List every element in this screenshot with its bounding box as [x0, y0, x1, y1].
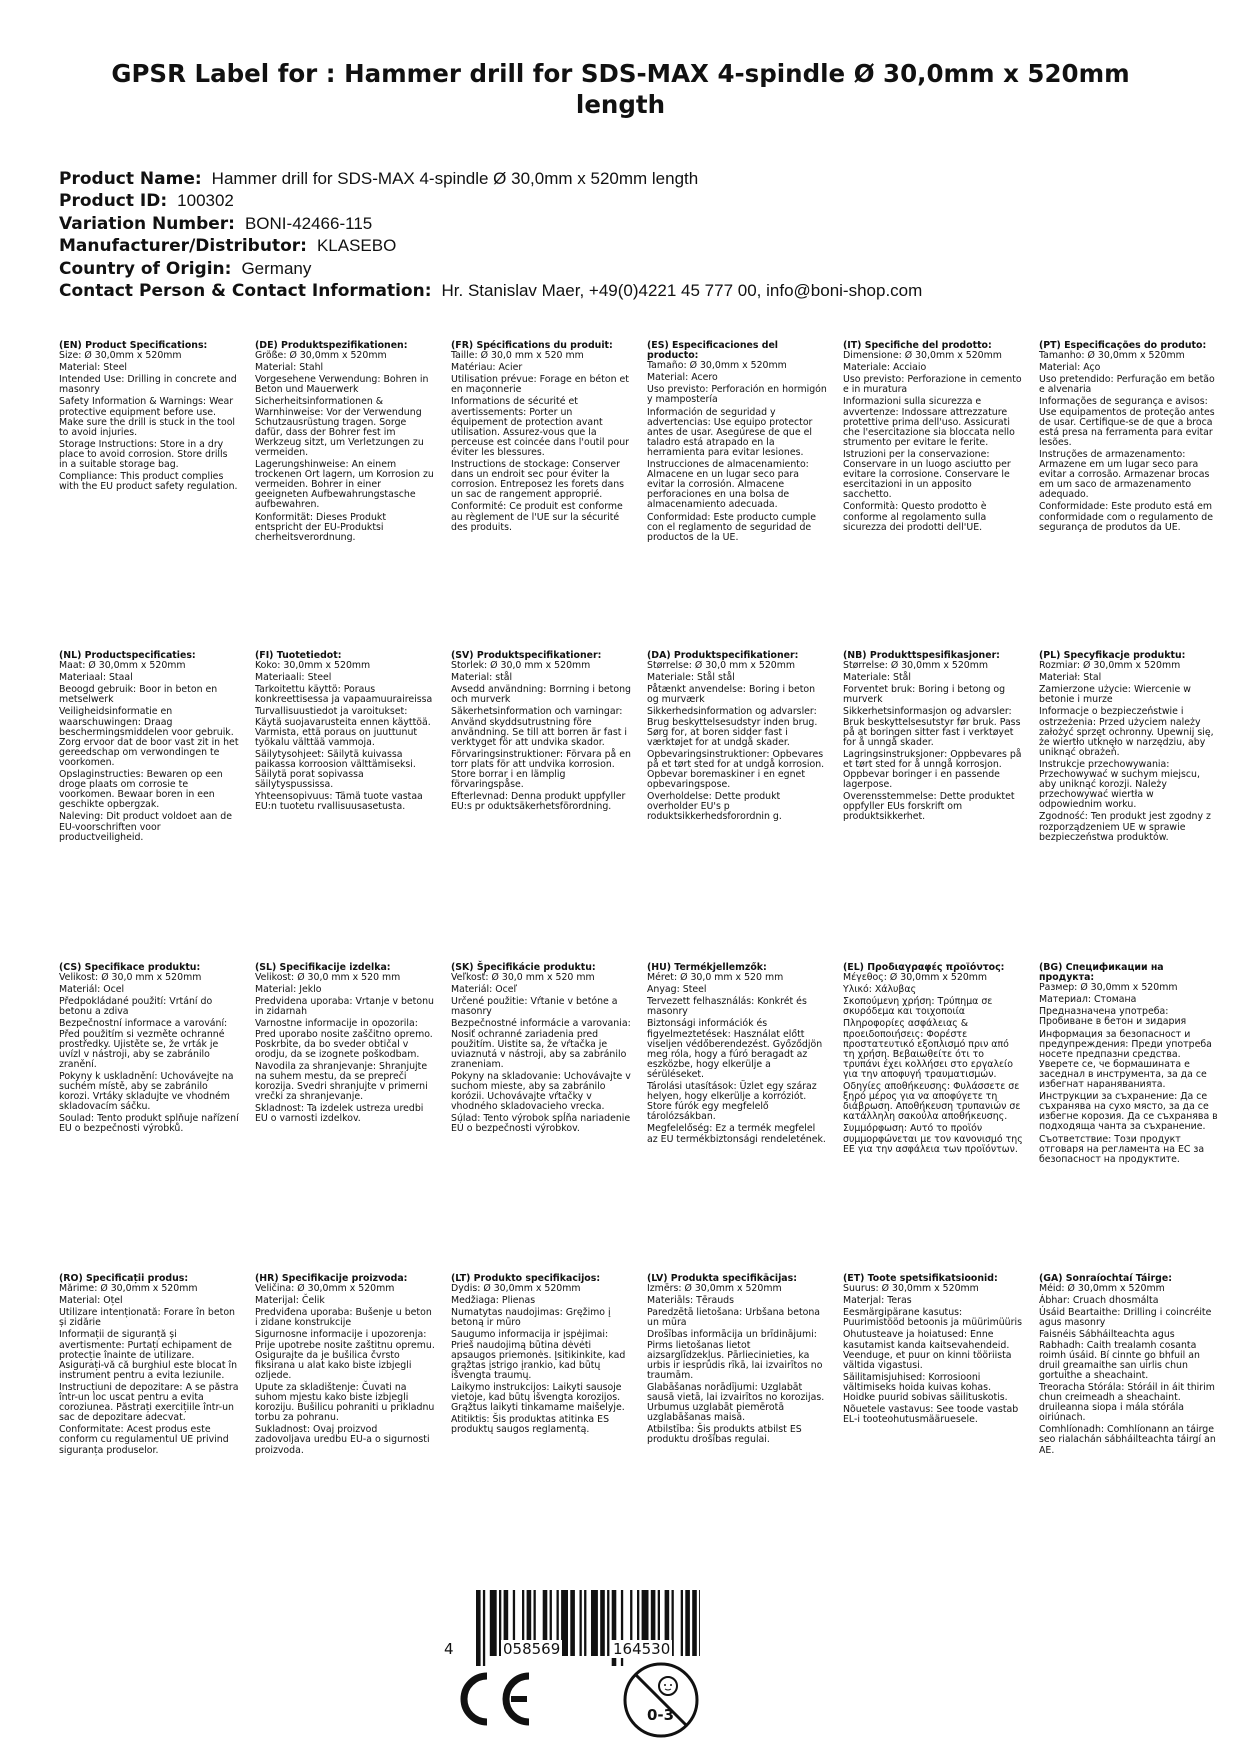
spec-line: Materiale: Acciaio — [843, 362, 927, 374]
spec-line: Veľkosť: Ø 30,0 mm x 520 mm — [451, 972, 595, 984]
info-label: Manufacturer/Distributor: — [59, 236, 307, 257]
spec-line: Conformitate: Acest produs este conform cu regulamentul UE privind siguranța produselor. — [59, 1424, 229, 1456]
spec-line: Materiale: Stål stål — [647, 672, 735, 684]
spec-line: Lagringsinstruksjoner: Oppbevares på et tørt sted for å unngå korrosjon. Oppbevar boringer i en passende lagerpose. — [843, 748, 1022, 791]
spec-line: Matériau: Acier — [451, 362, 523, 374]
barcode-bar — [692, 1590, 697, 1656]
barcode-bar — [490, 1590, 497, 1656]
spec-line: Informations de sécurité et avertissements: Porter un équipement de protection avant utilisation. Assurez-vous que la perceuse est coincée dans l'outil pour éviter les blessures. — [451, 396, 629, 458]
barcode-bar — [681, 1590, 683, 1656]
spec-heading: (NL) Productspecificaties: — [59, 650, 196, 661]
info-contact — [59, 280, 922, 302]
spec-heading: (NB) Produkttspesifikasjoner: — [843, 650, 1000, 661]
spec-line: Megfelelőség: Ez a termék megfelel az EU termékbiztonsági rendeletének. — [647, 1123, 826, 1145]
spec-line: Materiał: Stal — [1039, 672, 1102, 684]
spec-line: Material: Steel — [59, 362, 127, 374]
spec-line: Material: Acero — [647, 372, 718, 384]
spec-line: Σκοπούμενη χρήση: Τρύπημα σε σκυρόδεμα και τοιχοποιία — [843, 996, 993, 1018]
spec-line: Материал: Стомана — [1039, 994, 1137, 1006]
spec-line: Avsedd användning: Borrning i betong och murverk — [451, 684, 631, 706]
spec-line: Påtænkt anvendelse: Boring i beton og murværk — [647, 684, 816, 706]
spec-line: Størrelse: Ø 30,0 mm x 520mm — [647, 660, 796, 672]
spec-line: Glabāšanas norādījumi: Uzglabāt sausā vietā, lai izvairītos no korozijas. Urbumus uzglabāt piemērotā uzglabāšanas maisā. — [647, 1381, 825, 1424]
spec-block — [255, 651, 435, 814]
barcode-bar — [584, 1590, 586, 1656]
spec-line: Ábhar: Cruach dhosmálta — [1039, 1295, 1159, 1307]
spec-line: Инструкции за съхранение: Да се съхранява на сухо място, за да се избегне корозия. Да се съхранява в подходяща чанта за съхранение. — [1039, 1091, 1218, 1133]
barcode-bar — [607, 1590, 609, 1656]
spec-heading: (SV) Produktspecifikationer: — [451, 650, 602, 661]
spec-block — [647, 651, 827, 825]
spec-line: Информация за безопасност и предупреждения: Преди употреба носете предпазни средства. Уверете се, че бормашината е заседнал в инструмента, за да се избегнат нараняванията. — [1039, 1028, 1212, 1091]
spec-block — [451, 651, 631, 814]
spec-heading: (EN) Product Specifications: — [59, 340, 208, 351]
spec-heading: (SK) Špecifikácie produktu: — [451, 962, 596, 973]
spec-block — [255, 963, 435, 1126]
spec-line: Eesmärgipärane kasutus: Puurimistööd betoonis ja müürimüüris — [843, 1307, 1022, 1329]
barcode-digits-left: 058569 — [503, 1640, 561, 1658]
spec-line: Tárolási utasítások: Üzlet egy száraz helyen, hogy elkerülje a korróziót. Store fúrók egy megfelelő tárolózsákban. — [647, 1081, 817, 1123]
spec-block — [1039, 1274, 1219, 1458]
spec-line: Uso previsto: Perforación en hormigón y mampostería — [647, 384, 827, 406]
spec-line: Tervezett felhasználás: Konkrét és masonry — [647, 996, 807, 1018]
info-label: Country of Origin: — [59, 258, 232, 279]
spec-block — [59, 963, 239, 1137]
barcode-digits-right: 164530 — [613, 1640, 671, 1658]
spec-heading: (PL) Specyfikacje produktu: — [1039, 650, 1186, 661]
info-value: BONI-42466-115 — [244, 213, 373, 233]
spec-line: Sikkerhetsinformasjon og advarsler: Bruk beskyttelsesutstyr før bruk. Pass på at boringen sitter fast i verktøyet for å unngå skader. — [843, 706, 1021, 748]
spec-line: Υλικό: Χάλυβας — [843, 984, 917, 996]
spec-block — [451, 963, 631, 1137]
spec-line: Предназначена употреба: Пробиване в бетон и зидария — [1039, 1006, 1187, 1028]
spec-line: Opbevaringsinstruktioner: Opbevares på et tørt sted for at undgå korrosion. Opbevar boremaskiner i en egnet opbevaringspose. — [647, 748, 825, 791]
spec-heading: (EL) Προδιαγραφές προϊόντος: — [843, 962, 1005, 973]
spec-line: Instrucciones de almacenamiento: Almacene en un lugar seco para evitar la corrosión. Almacene perforaciones en una bolsa de almacenamiento adecuada. — [647, 459, 809, 511]
spec-line: Dimensione: Ø 30,0mm x 520mm — [843, 350, 1002, 362]
spec-line: Opslaginstructies: Bewaren op een droge plaats om corrosie te voorkomen. Bewaar boren in een geschikte opbergzak. — [59, 769, 223, 811]
spec-line: Οδηγίες αποθήκευσης: Φυλάσσετε σε ξηρό μέρος για να αποφύγετε τη διάβρωση. Αποθήκευση τρυπανιών σε κατάλληλη σακούλα αποθήκευσης. — [843, 1081, 1021, 1123]
spec-line: Predviđena uporaba: Bušenje u beton i zidane konstrukcije — [255, 1307, 432, 1329]
spec-heading: (HU) Termékjellemzők: — [647, 962, 767, 973]
spec-line: Material: Jeklo — [255, 984, 322, 996]
spec-line: Conformidad: Este producto cumple con el reglamento de seguridad de productos de la UE. — [647, 511, 817, 543]
spec-line: Veiligheidsinformatie en waarschuwingen: Draag beschermingsmiddelen voor gebruik. Zorg ervoor dat de boor vast zit in het gereedschap om verwondingen te voorkomen. — [59, 706, 239, 768]
info-label: Contact Person & Contact Information: — [59, 281, 432, 302]
spec-line: Beoogd gebruik: Boor in beton en metselwerk — [59, 684, 218, 706]
spec-line: Taille: Ø 30,0 mm x 520 mm — [451, 350, 584, 362]
spec-block — [843, 651, 1023, 825]
info-value: Hr. Stanislav Maer, +49(0)4221 45 777 00, info@boni-shop.com — [441, 281, 923, 301]
spec-line: Anyag: Steel — [647, 984, 707, 996]
spec-heading: (RO) Specificații produs: — [59, 1273, 189, 1284]
spec-line: Instruções de armazenamento: Armazene em um lugar seco para evitar a corrosão. Armazenar brocas em um saco de armazenamento adequado. — [1039, 448, 1210, 501]
spec-line: Safety Information & Warnings: Wear protective equipment before use. Make sure the drill is stuck in the tool to avoid injuries. — [59, 396, 236, 438]
spec-line: Biztonsági információk és figyelmeztetések: Használat előtt viseljen védőberendezést. Győződjön meg róla, hogy a fúró beragadt az eszközbe, hogy elkerülje a sérüléseket. — [647, 1018, 823, 1080]
spec-line: Suurus: Ø 30,0mm x 520mm — [843, 1283, 979, 1295]
spec-block — [1039, 651, 1219, 845]
spec-line: Uso previsto: Perforazione in cemento e in muratura — [843, 374, 1022, 396]
spec-block — [647, 341, 827, 545]
spec-line: Vorgesehene Verwendung: Bohren in Beton und Mauerwerk — [255, 374, 429, 396]
spec-line: Medžiaga: Plienas — [451, 1295, 536, 1307]
spec-heading: (ES) Especificaciones del producto: — [647, 340, 779, 362]
spec-line: Material: Stahl — [255, 362, 324, 374]
spec-block — [255, 341, 435, 545]
spec-line: Ohutusteave ja hoiatused: Enne kasutamist kanda kaitsevahendeid. Veenduge, et puur on kinni tööriista vältida vigastusi. — [843, 1329, 1012, 1371]
spec-line: Sukladnost: Ovaj proizvod zadovoljava uredbu EU-a o sigurnosti proizvoda. — [255, 1424, 430, 1456]
spec-line: Размер: Ø 30,0mm x 520mm — [1039, 982, 1178, 994]
spec-line: Conformità: Questo prodotto è conforme al regolamento sulla sicurezza dei prodotti dell'UE. — [843, 501, 987, 533]
spec-line: Material: Oțel — [59, 1295, 123, 1307]
info-label: Product ID: — [59, 191, 168, 212]
spec-line: Méret: Ø 30,0 mm x 520 mm — [647, 972, 784, 984]
spec-line: Instructions de stockage: Conserver dans un endroit sec pour éviter la corrosion. Entreposez les forets dans un sac de rangement approprié. — [451, 459, 625, 501]
barcode-bar — [580, 1590, 582, 1656]
spec-heading: (FI) Tuotetiedot: — [255, 650, 342, 661]
spec-line: Instrucțiuni de depozitare: A se păstra într-un loc uscat pentru a evita coroziunea. Păstrați exercițiile într-un sac de depozitare adecvat. — [59, 1381, 239, 1424]
barcode-bar — [600, 1590, 605, 1656]
spec-line: Méid: Ø 30,0mm x 520mm — [1039, 1283, 1165, 1295]
spec-heading: (FR) Spécifications du produit: — [451, 340, 613, 351]
spec-line: Utilisation prévue: Forage en béton et en maçonnerie — [451, 374, 629, 396]
spec-line: Utilizare intenționată: Forare în beton și zidărie — [59, 1307, 235, 1329]
spec-line: Pokyny k uskladnění: Uchovávejte na suchém místě, aby se zabránilo korozi. Vrtáky skladujte ve vhodném skladovacím sáčku. — [59, 1070, 234, 1113]
spec-line: Materiaal: Staal — [59, 672, 133, 684]
spec-line: Nõuetele vastavus: See toode vastab EL-i tooteohutusmääruesele. — [843, 1404, 1019, 1426]
spec-line: Compliance: This product complies with the EU product safety regulation. — [59, 471, 238, 493]
info-label: Product Name: — [59, 169, 202, 189]
barcode-bar — [570, 1590, 575, 1656]
spec-line: Uso pretendido: Perfuração em betão e alvenaria — [1039, 374, 1215, 396]
spec-line: Varnostne informacije in opozorila: Pred uporabo nosite zaščitno opremo. Poskrbite, da bo sveder obtičal v orodju, da se izognete poškodbam. — [255, 1018, 433, 1060]
spec-line: Instrukcje przechowywania: Przechowywać w suchym miejscu, aby uniknąć korozji. Należy przechowywać wiertła w odpowiednim worku. — [1039, 758, 1200, 811]
spec-line: Laikymo instrukcijos: Laikyti sausoje vietoje, kad būtų išvengta korozijos. Grąžtus laikyti tinkamame maišelyje. — [451, 1381, 625, 1414]
spec-line: Zamierzone użycie: Wiercenie w betonie i murze — [1039, 684, 1191, 706]
spec-line: Informații de siguranță și avertismente: Purtați echipament de protecție înainte de utilizare. Asigurați-vă că burghiul este blocat în instrument pentru a evita leziunile. — [59, 1329, 238, 1381]
info-label: Variation Number: — [59, 213, 235, 234]
spec-line: Overensstemmelse: Dette produktet oppfyller EUs forskrift om produktsikkerhet. — [843, 791, 1015, 823]
spec-block — [647, 1274, 827, 1448]
barcode-bar — [685, 1590, 690, 1656]
spec-heading: (HR) Specifikacije proizvoda: — [255, 1273, 408, 1284]
spec-line: Materiál: Ocel — [59, 984, 125, 996]
spec-line: Storlek: Ø 30,0 mm x 520mm — [451, 660, 591, 672]
spec-heading: (LT) Produkto specifikacijos: — [451, 1273, 601, 1284]
spec-line: Turvallisuustiedot ja varoitukset: Käytä suojavarusteita ennen käyttöä. Varmista, että poraus on juuttunut työkalu välttää vammoja. — [255, 706, 431, 748]
info-country — [59, 258, 922, 280]
info-product-name — [59, 168, 922, 190]
spec-line: Størrelse: Ø 30,0mm x 520mm — [843, 660, 989, 672]
spec-line: Faisnéis Sábháilteachta agus Rabhadh: Caith trealamh cosanta roimh úsáid. Bí cinnte go bhfuil an druil greamaithe san uirlis chun gortuithe a sheachaint. — [1039, 1329, 1200, 1381]
spec-block — [843, 341, 1023, 535]
spec-heading: (BG) Спецификации на продукта: — [1039, 962, 1164, 984]
barcode-bar — [483, 1590, 485, 1666]
spec-line: Size: Ø 30,0mm x 520mm — [59, 350, 182, 362]
spec-line: Upute za skladištenje: Čuvati na suhom mjestu kako biste izbjegli koroziju. Bušilicu pohraniti u prikladnu torbu za pohranu. — [255, 1381, 435, 1424]
spec-line: Materiaali: Steel — [255, 672, 332, 684]
barcode-bar — [699, 1590, 700, 1656]
spec-block — [255, 1274, 435, 1458]
info-value: KLASEBO — [316, 236, 397, 256]
spec-line: Bezpečnostné informácie a varovania: Nosiť ochranné zariadenia pred použitím. Uistite sa, že vŕtačka je uviaznutá v nástroji, aby sa zabránilo zraneniam. — [451, 1018, 631, 1070]
spec-line: Saugumo informacija ir įspėjimai: Prieš naudojimą būtina dėvėti apsaugos priemonės. Įsitikinkite, kad grąžtas įstrigo įrankio, kad būtų išvengta traumų. — [451, 1329, 626, 1381]
spec-line: Paredzētā lietošana: Urbšana betona un mūra — [647, 1307, 821, 1329]
spec-line: Overholdelse: Dette produkt overholder EU's p roduktsikkerhedsforordnin g. — [647, 791, 782, 823]
spec-line: Izmērs: Ø 30,0mm x 520mm — [647, 1283, 782, 1295]
spec-line: Materiāls: Tērauds — [647, 1295, 734, 1307]
spec-line: Velikost: Ø 30,0 mm x 520 mm — [255, 972, 401, 984]
spec-line: Pokyny na skladovanie: Uchovávajte v suchom mieste, aby sa zabránilo korózii. Uchovávajte vŕtačky v vhodného skladovacieho vrecka. — [451, 1070, 631, 1113]
spec-block — [647, 963, 827, 1147]
spec-heading: (GA) Sonraíochtaí Táirge: — [1039, 1273, 1172, 1284]
spec-block — [843, 1274, 1023, 1427]
spec-line: Säilytysohjeet: Säilytä kuivassa paikassa korroosion välttämiseksi. Säilytä porat sopivassa säilytyspussissa. — [255, 748, 416, 791]
spec-heading: (PT) Especificações do produto: — [1039, 340, 1207, 351]
spec-line: Atbilstība: Šis produkts atbilst ES produktu drošības regulai. — [647, 1424, 802, 1446]
spec-block — [451, 1274, 631, 1437]
spec-line: Skladnost: Ta izdelek ustreza uredbi EU o varnosti izdelkov. — [255, 1103, 424, 1125]
spec-line: Información de seguridad y advertencias: Use equipo protector antes de usar. Asegúrese de que el taladro está atrapado en la herramienta para evitar lesiones. — [647, 406, 813, 458]
barcode-bar — [476, 1590, 481, 1666]
age-label: 0-3 — [647, 1706, 675, 1724]
spec-line: Predvidena uporaba: Vrtanje v betonu in zidarnah — [255, 996, 434, 1018]
spec-heading: (LV) Produkta specifikācijas: — [647, 1273, 797, 1284]
spec-line: Intended Use: Drilling in concrete and masonry — [59, 374, 237, 396]
spec-heading: (DA) Produktspecifikationer: — [647, 650, 799, 661]
spec-line: Mărime: Ø 30,0mm x 520mm — [59, 1283, 198, 1295]
spec-block — [1039, 341, 1219, 535]
spec-block — [1039, 963, 1219, 1167]
spec-line: Efterlevnad: Denna produkt uppfyller EU:s pr oduktsäkerhetsförordning. — [451, 791, 626, 813]
spec-line: Conformidade: Este produto está em conformidade com o regulamento de segurança de produtos da UE. — [1039, 501, 1214, 533]
page-title: GPSR Label for : Hammer drill for SDS-MAX 4-spindle Ø 30,0mm x 520mm length — [111, 59, 1130, 119]
info-value: 100302 — [177, 191, 234, 211]
spec-line: Comhlíonadh: Comhlíonann an táirge seo rialachán sábháilteachta táirgí an AE. — [1039, 1424, 1216, 1456]
spec-line: Úsáid Beartaithe: Drilling i coincréite agus masonry — [1039, 1307, 1212, 1329]
spec-line: Rozmiar: Ø 30,0mm x 520mm — [1039, 660, 1181, 672]
spec-line: Numatytas naudojimas: Gręžimo į betoną ir mūro — [451, 1307, 611, 1329]
spec-line: Konformität: Dieses Produkt entspricht der EU-Produktsi cherheitsverordnung. — [255, 511, 387, 543]
spec-line: Forventet bruk: Boring i betong og murverk — [843, 684, 1006, 706]
spec-line: Storage Instructions: Store in a dry place to avoid corrosion. Store drills in a suitable storage bag. — [59, 438, 228, 471]
info-product-id — [59, 190, 922, 212]
barcode-bar — [591, 1590, 598, 1656]
spec-line: Materiál: Oceľ — [451, 984, 518, 996]
spec-heading: (DE) Produktspezifikationen: — [255, 340, 408, 351]
spec-line: Soulad: Tento produkt splňuje nařízení EU o bezpečnosti výrobků. — [59, 1113, 239, 1135]
info-value: Hammer drill for SDS-MAX 4-spindle Ø 30,0mm x 520mm length — [211, 169, 699, 188]
product-info — [59, 168, 922, 302]
info-value: Germany — [241, 258, 312, 278]
spec-line: Tarkoitettu käyttö: Poraus konkreettisessa ja vapaamuuraireissa — [255, 684, 433, 706]
spec-line: Atitiktis: Šis produktas atitinka ES produktų saugos reglamentą. — [451, 1414, 610, 1436]
info-manufacturer — [59, 235, 922, 257]
spec-line: Säkerhetsinformation och varningar: Använd skyddsutrustning före användning. Se till att borren är fast i verktyget för att undvika skador. — [451, 706, 628, 748]
spec-line: Sikkerhedsinformation og advarsler: Brug beskyttelsesudstyr inden brug. Sørg for, at boren sidder fast i værktøjet for at undgå skader. — [647, 706, 818, 748]
spec-line: Maat: Ø 30,0mm x 520mm — [59, 660, 186, 672]
spec-line: Materjal: Teras — [843, 1295, 912, 1307]
spec-line: Πληροφορίες ασφάλειας & προειδοποιήσεις: Φορέστε προστατευτικό εξοπλισμό πριν από τη χρήση. Βεβαιωθείτε ότι το τρυπάνι έχει κολλήσει στο εργαλείο για την αποφυγή τραυματισμών. — [843, 1018, 1013, 1080]
spec-line: Treoracha Stórála: Stóráil in áit thirim chun creimeadh a sheachaint. druileanna siopa i mála stórála oiriúnach. — [1039, 1381, 1215, 1424]
spec-line: Μέγεθος: Ø 30,0mm x 520mm — [843, 972, 988, 984]
ce-mark-icon — [453, 1670, 533, 1728]
spec-line: Tamanho: Ø 30,0mm x 520mm — [1039, 350, 1185, 362]
spec-line: Informazioni sulla sicurezza e avvertenze: Indossare attrezzature protettive prima dell'uso. Assicurati che l'esercitazione sia bloccata nello strumento per evitare le ferite. — [843, 396, 1015, 448]
spec-line: Material: Aço — [1039, 362, 1101, 374]
spec-line: Veličina: Ø 30,0mm x 520mm — [255, 1283, 395, 1295]
spec-line: Velikost: Ø 30,0 mm x 520mm — [59, 972, 202, 984]
barcode-digit-first: 4 — [444, 1640, 454, 1658]
spec-block — [59, 341, 239, 494]
spec-line: Zgodność: Ten produkt jest zgodny z rozporządzeniem UE w sprawie bezpieczeństwa produktów. — [1039, 811, 1211, 843]
spec-line: Sigurnosne informacije i upozorenja: Prije upotrebe nosite zaštitnu opremu. Osigurajte da je bušilica čvrsto fiksirana u alat kako biste izbjegli ozljede. — [255, 1329, 435, 1381]
spec-line: Bezpečnostní informace a varování: Před použitím si vezměte ochranné prostředky. Ujistěte se, že vrták je uvízl v nástroji, aby se zabránilo zranění. — [59, 1018, 228, 1070]
spec-line: Informações de segurança e avisos: Use equipamentos de proteção antes de usar. Certifique-se de que a broca está presa na ferramenta para evitar lesões. — [1039, 396, 1215, 448]
spec-line: Předpokládané použití: Vrtání do betonu a zdiva — [59, 996, 213, 1018]
spec-line: Tamaño: Ø 30,0mm x 520mm — [647, 360, 787, 372]
info-variation-number — [59, 213, 922, 235]
spec-block — [59, 1274, 239, 1458]
spec-line: Förvaringsinstruktioner: Förvara på en torr plats för att undvika korrosion. Store borrar i en lämplig förvaringspåse. — [451, 748, 631, 791]
spec-line: Súlad: Tento výrobok spĺňa nariadenie EÚ o bezpečnosti výrobkov. — [451, 1113, 631, 1135]
spec-line: Naleving: Dit product voldoet aan de EU-voorschriften voor productveiligheid. — [59, 811, 232, 843]
spec-heading: (ET) Toote spetsifikatsioonid: — [843, 1273, 998, 1284]
spec-line: Συμμόρφωση: Αυτό το προϊόν συμμορφώνεται με τον κανονισμό της ΕΕ για την ασφάλεια των προϊόντων. — [843, 1123, 1023, 1155]
spec-heading: (IT) Specifiche del prodotto: — [843, 340, 992, 351]
spec-line: Съответствие: Този продукт отговаря на регламента на ЕС за безопасност на продуктите. — [1039, 1133, 1205, 1165]
spec-heading: (CS) Specifikace produktu: — [59, 962, 201, 973]
spec-block — [843, 963, 1023, 1157]
spec-line: Určené použitie: Vŕtanie v betóne a masonry — [451, 996, 618, 1018]
spec-line: Materijal: Čelik — [255, 1295, 325, 1307]
spec-line: Informacje o bezpieczeństwie i ostrzeżenia: Przed użyciem należy założyć sprzęt ochronny. Upewnij się, że wiertło utknęło w narzędziu, aby uniknąć obrażeń. — [1039, 706, 1214, 758]
spec-line: Säilitamisjuhised: Korrosiooni vältimiseks hoida kuivas kohas. Hoidke puurid sobivas säilituskotis. — [843, 1371, 1008, 1404]
spec-block — [59, 651, 239, 845]
spec-line: Koko: 30,0mm x 520mm — [255, 660, 371, 672]
spec-line: Conformité: Ce produit est conforme au règlement de l'UE sur la sécurité des produits. — [451, 501, 623, 533]
spec-line: Sicherheitsinformationen & Warnhinweise: Vor der Verwendung Schutzausrüstung tragen. Sorge dafür, dass der Bohrer fest im Werkzeug sitzt, um Verletzungen zu vermeiden. — [255, 396, 424, 458]
spec-line: Lagerungshinweise: An einem trockenen Ort lagern, um Korrosion zu vermeiden. Bohrer in einer geeigneten Aufbewahrungstasche aufbewahren. — [255, 459, 434, 511]
spec-heading: (SL) Specifikacije izdelka: — [255, 962, 391, 973]
spec-line: Dydis: Ø 30,0mm x 520mm — [451, 1283, 581, 1295]
spec-line: Materiale: Stål — [843, 672, 911, 684]
spec-line: Größe: Ø 30,0mm x 520mm — [255, 350, 387, 362]
not-for-children-0-3-icon — [621, 1660, 701, 1740]
spec-line: Yhteensopivuus: Tämä tuote vastaa EU:n tuotetu rvallisuusasetusta. — [255, 791, 423, 813]
spec-block — [451, 341, 631, 535]
spec-line: Drošības informācija un brīdinājumi: Pirms lietošanas lietot aizsarglīdzekļus. Pārliecinieties, ka urbis ir iesprūdis rīkā, lai izvairītos no traumām. — [647, 1329, 823, 1381]
spec-line: Istruzioni per la conservazione: Conservare in un luogo asciutto per evitare la corrosione. Conservare le esercitazioni in un apposito sacchetto. — [843, 448, 1011, 501]
spec-line: Material: stål — [451, 672, 513, 684]
spec-line: Navodila za shranjevanje: Shranjujte na suhem mestu, da se prepreči korozija. Svedri shranjujte v primerni vrečki za shranjevanje. — [255, 1060, 428, 1103]
